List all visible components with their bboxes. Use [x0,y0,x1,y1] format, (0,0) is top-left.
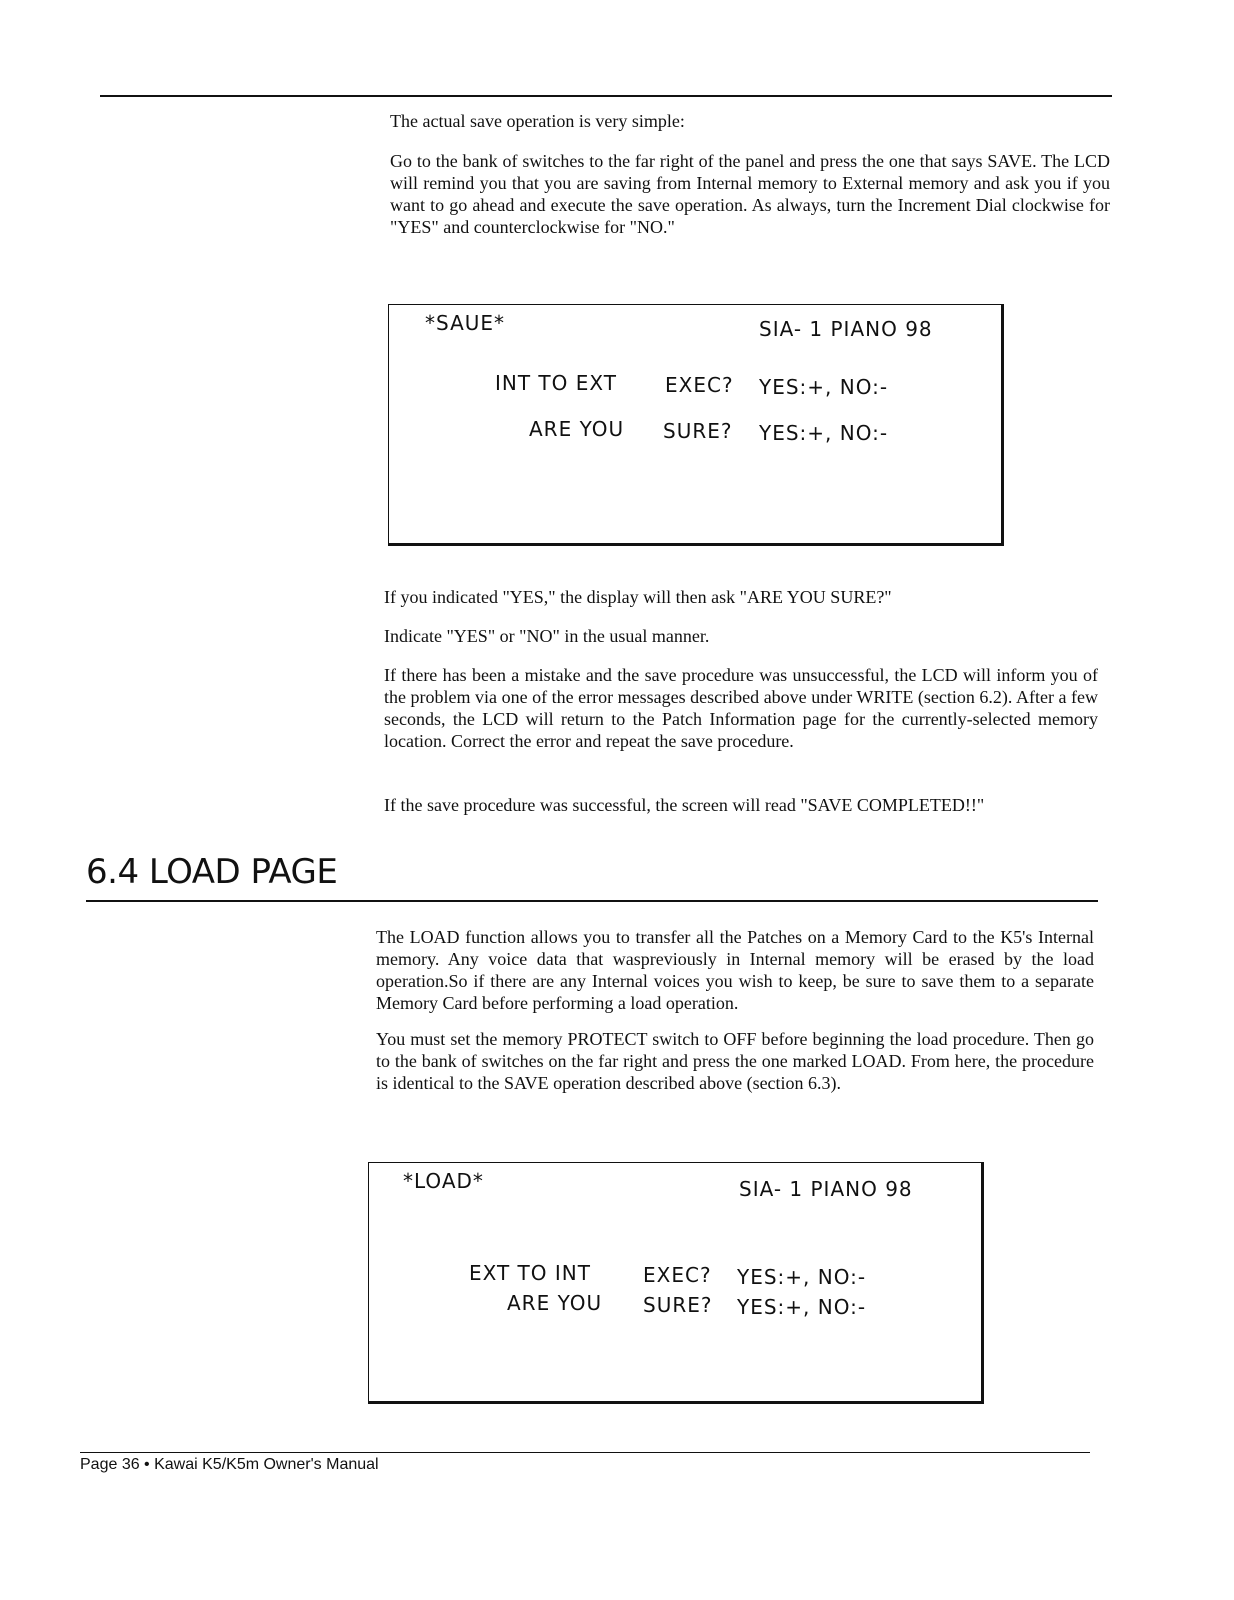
save-lcd-display [388,304,1004,546]
save-lcd-patch: SIA- 1 PIANO 98 [759,317,933,341]
load-lcd-display [368,1162,984,1404]
confirm-paragraph: If you indicated "YES," the display will then ask "ARE YOU SURE?" [384,587,892,607]
load-lcd-line1-answer: YES:+, NO:- [737,1265,867,1289]
load-lcd-line1-exec: EXEC? [643,1263,712,1287]
indicate-paragraph: Indicate "YES" or "NO" in the usual manner. [384,626,710,646]
intro-paragraph: The actual save operation is very simple: [390,111,685,131]
save-lcd-line1-exec: EXEC? [665,373,734,397]
load-lcd-patch: SIA- 1 PIANO 98 [739,1177,913,1201]
load-lcd-line1-left: EXT TO INT [469,1261,591,1285]
footer-rule [80,1452,1090,1453]
load-lcd-line2-exec: SURE? [643,1293,713,1317]
section-rule [86,900,1098,902]
load-lcd-line2-answer: YES:+, NO:- [737,1295,867,1319]
save-lcd-line1-answer: YES:+, NO:- [759,375,889,399]
save-lcd-line2-left: ARE YOU [529,417,625,441]
footer-text: Page 36 • Kawai K5/K5m Owner's Manual [80,1456,379,1473]
save-lcd-line2-answer: YES:+, NO:- [759,421,889,445]
success-paragraph: If the save procedure was successful, the screen will read "SAVE COMPLETED!!" [384,795,985,815]
section-heading: 6.4 LOAD PAGE [86,852,338,892]
top-rule [100,95,1112,97]
save-lcd-line1-left: INT TO EXT [495,371,617,395]
save-lcd-title: *SAUE* [425,311,506,335]
save-instructions-paragraph: Go to the bank of switches to the far right of the panel and press the one that says SAVE. The LCD will remind you that you are saving from Internal memory to External memory and ask you if you want to go ahead and execute the save operation. As always, turn the Increment Dial clockwise for "YES" and counterclockwise for "NO." [390,151,1110,237]
load-lcd-title: *LOAD* [403,1169,484,1193]
save-lcd-line2-exec: SURE? [663,419,733,443]
load-procedure-paragraph: You must set the memory PROTECT switch to OFF before beginning the load procedure. Then go to the bank of switches on the far right and press the one marked LOAD. From here, the procedure is identical to the SAVE operation described above (section 6.3). [376,1029,1094,1093]
load-lcd-line2-left: ARE YOU [507,1291,603,1315]
load-description-paragraph: The LOAD function allows you to transfer all the Patches on a Memory Card to the K5's Internal memory. Any voice data that waspreviously in Internal memory will be erased by the load operation.So if there are any Internal voices you wish to keep, be sure to save them to a separate Memory Card before performing a load operation. [376,927,1094,1013]
error-paragraph: If there has been a mistake and the save procedure was unsuccessful, the LCD will inform you of the problem via one of the error messages described above under WRITE (section 6.2). After a few seconds, the LCD will return to the Patch Information page for the currently-selected memory location. Correct the error and repeat the save procedure. [384,665,1098,751]
